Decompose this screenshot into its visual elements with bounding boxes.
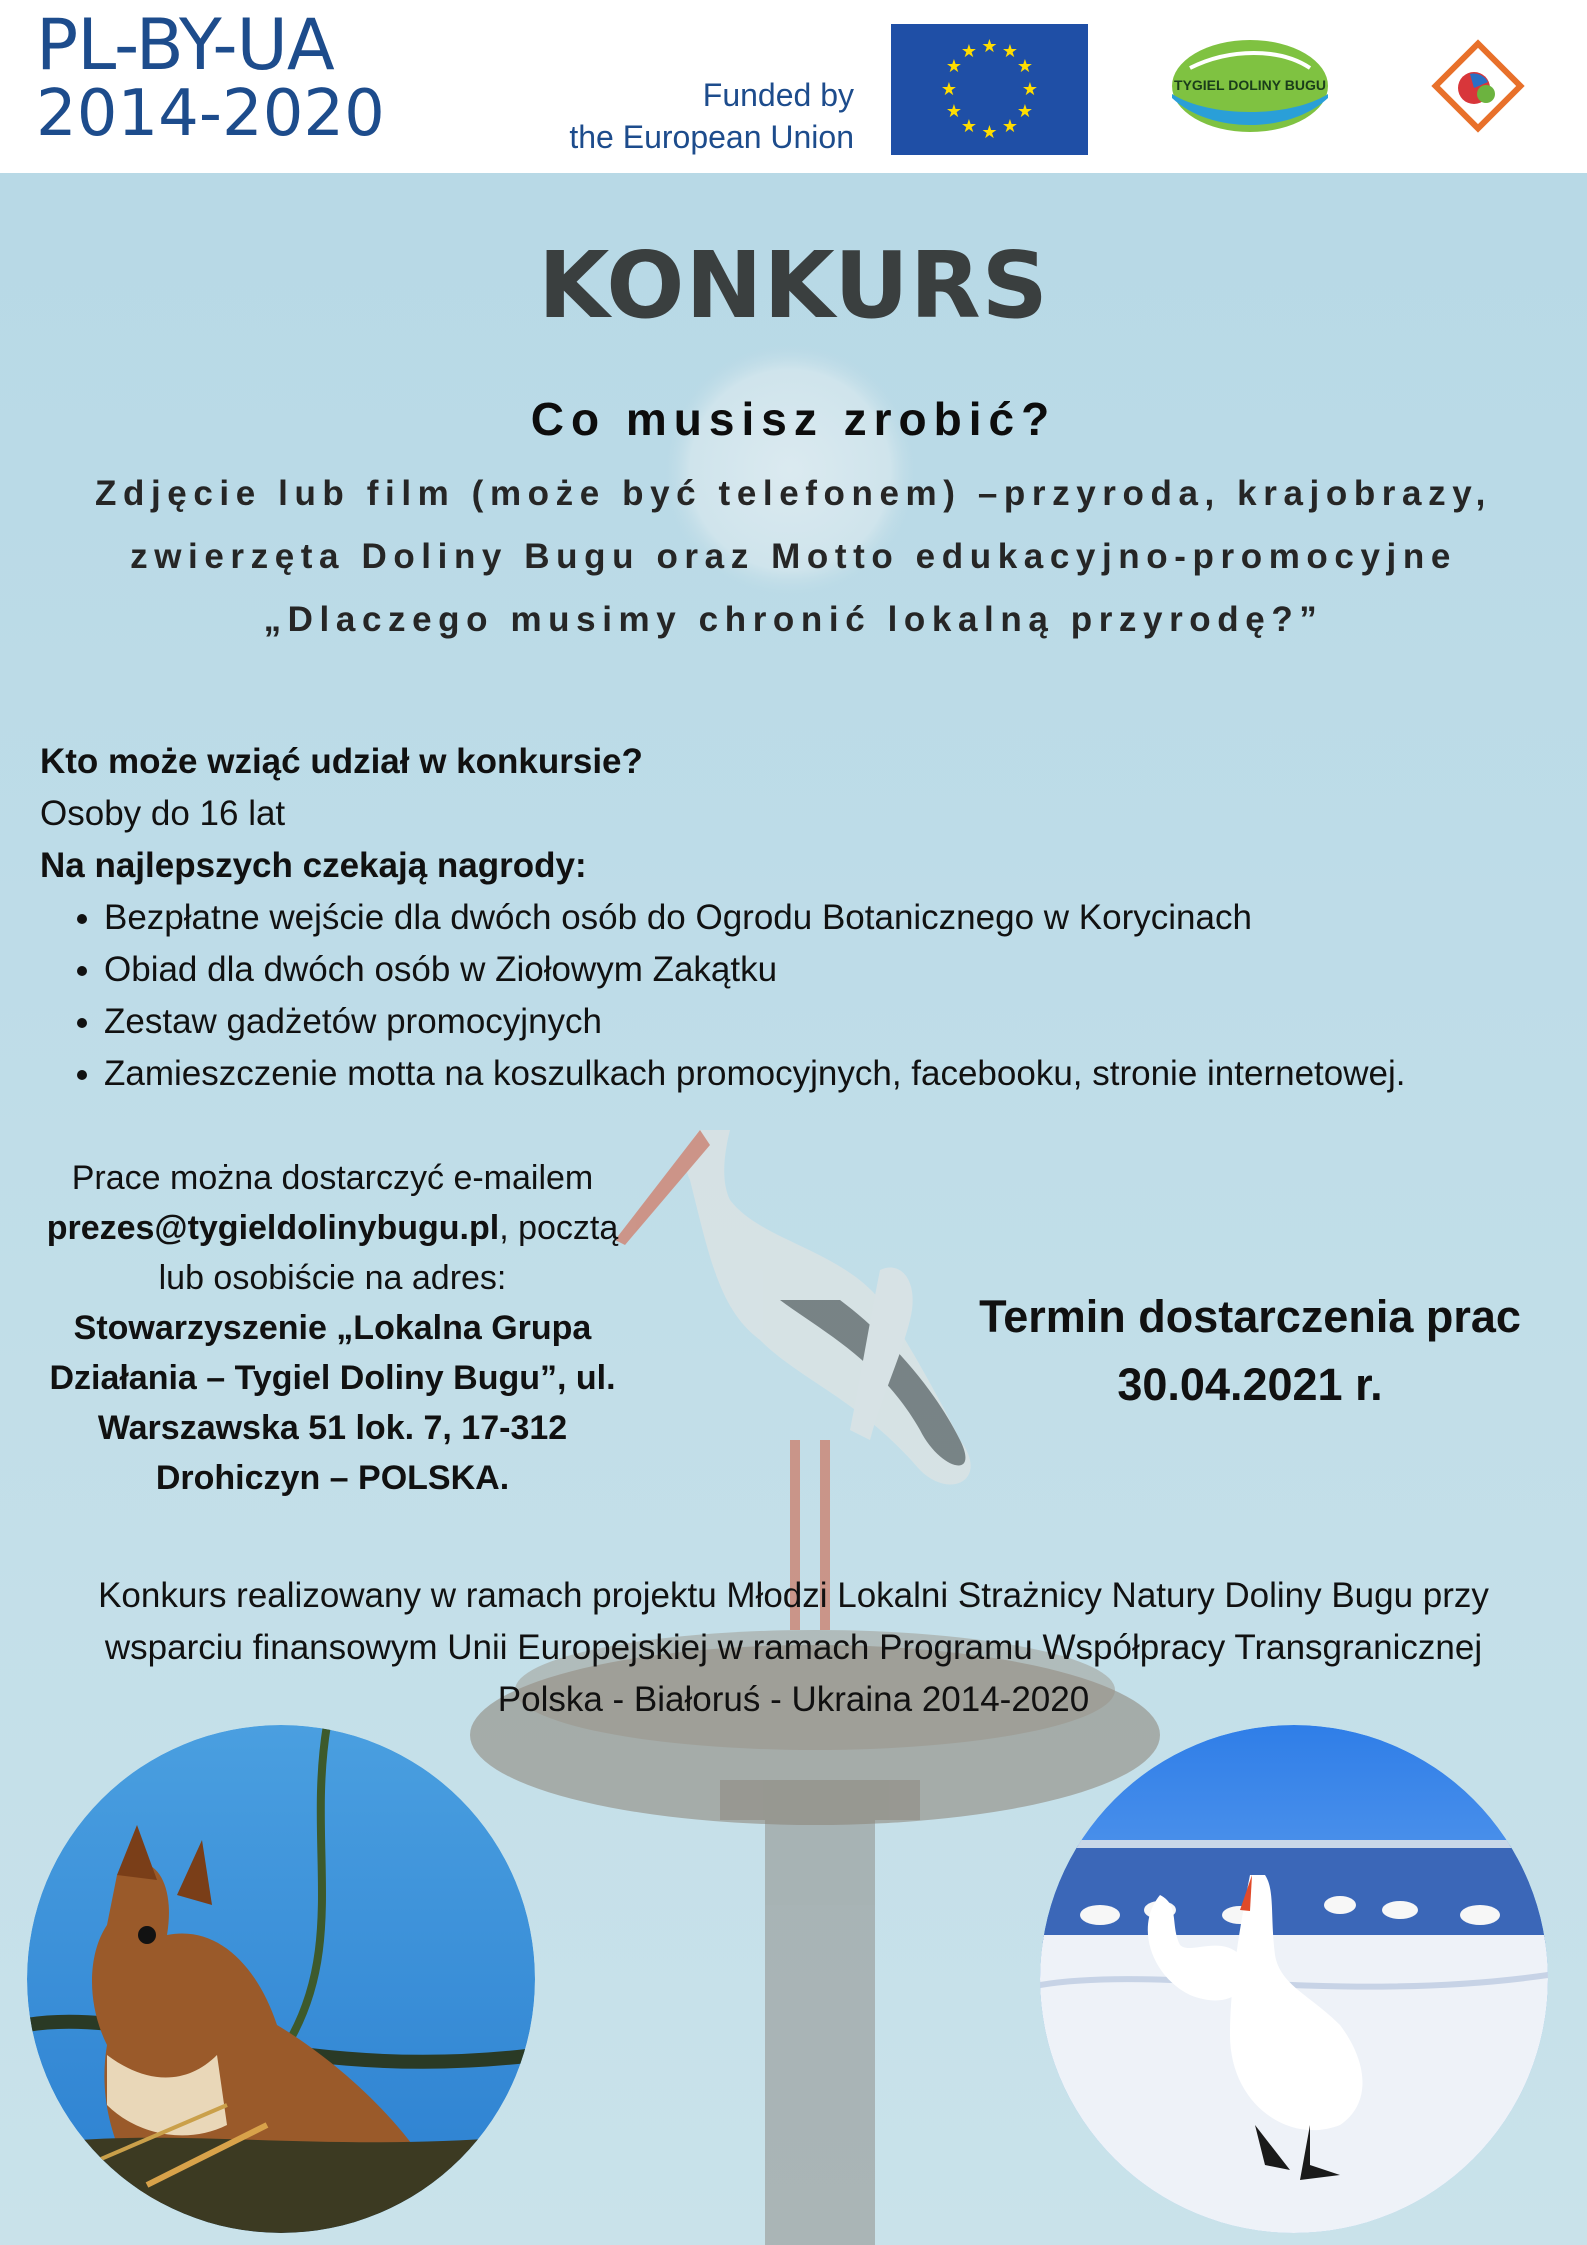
svg-text:★: ★: [940, 79, 958, 100]
svg-text:★: ★: [1001, 41, 1019, 62]
program-years: 2014-2020: [36, 77, 385, 151]
description-line: zwierzęta Doliny Bugu oraz Motto edukacyjno-promocyjne: [130, 537, 1457, 576]
prize-item: • Zestaw gadżetów promocyjnych: [104, 996, 1560, 1048]
contact-email-link[interactable]: prezes@tygieldolinybugu.pl: [46, 1209, 500, 1247]
eligibility-section: [40, 736, 1560, 1100]
delivery-intro: Prace można dostarczyć e-mailem: [71, 1159, 594, 1197]
task-description: [60, 462, 1527, 651]
prizes-heading: Na najlepszych czekają nagrody:: [40, 846, 587, 885]
prize-item: • Bezpłatne wejście dla dwóch osób do Ogrodu Botanicznego w Korycinach: [104, 892, 1560, 944]
footer-line: wsparciu finansowym Unii Europejskiej w ramach Programu Współpracy Transgranicznej: [104, 1628, 1483, 1667]
deadline-section: [940, 1283, 1560, 1419]
address-line: Warszawska 51 lok. 7, 17-312: [97, 1409, 568, 1447]
funded-line-2: the European Union: [569, 119, 854, 155]
prizes-list: [40, 892, 1560, 1100]
prize-item: • Obiad dla dwóch osób w Ziołowym Zakątku: [104, 944, 1560, 996]
svg-text:★: ★: [1001, 116, 1019, 137]
delivery-email-suffix: , pocztą: [499, 1209, 619, 1247]
eligibility-answer: Osoby do 16 lat: [40, 794, 286, 833]
svg-text:★: ★: [1016, 56, 1034, 77]
prize-item: • Zamieszczenie motta na koszulkach promocyjnych, facebooku, stronie internetowej.: [104, 1048, 1560, 1100]
squirrel-photo: [27, 1725, 535, 2233]
svg-text:★: ★: [1021, 79, 1039, 100]
eligibility-question: Kto może wziąć udział w konkursie?: [40, 742, 643, 781]
project-funding-note: [30, 1570, 1557, 1726]
delivery-address-intro: lub osobiście na adres:: [158, 1259, 507, 1297]
delivery-section: [20, 1153, 645, 1503]
svg-text:★: ★: [945, 101, 963, 122]
delivery-email-line: [20, 1203, 645, 1253]
address-line: Stowarzyszenie „Lokalna Grupa: [73, 1309, 592, 1347]
page-title: KONKURS: [538, 232, 1049, 339]
address-line: Drohiczyn – POLSKA.: [155, 1459, 510, 1497]
footer-line: Konkurs realizowany w ramach projektu Młodzi Lokalni Strażnicy Natury Doliny Bugu przy: [98, 1576, 1489, 1615]
svg-text:★: ★: [981, 122, 998, 143]
tygiel-logo-text: TYGIEL DOLINY BUGU: [1174, 77, 1326, 93]
svg-text:★: ★: [960, 116, 978, 137]
svg-text:★: ★: [945, 56, 963, 77]
deadline-date: 30.04.2021 r.: [1117, 1359, 1383, 1410]
description-line: Zdjęcie lub film (może być telefonem) –przyroda, krajobrazy,: [95, 474, 1492, 513]
svg-text:★: ★: [981, 36, 998, 57]
svg-text:★: ★: [960, 41, 978, 62]
program-name: PL-BY-UA: [36, 4, 334, 86]
funded-line-1: Funded by: [702, 77, 854, 113]
footer-line: Polska - Białoruś - Ukraina 2014-2020: [497, 1680, 1090, 1719]
deadline-label: Termin dostarczenia prac: [979, 1291, 1521, 1342]
svg-text:★: ★: [1016, 101, 1034, 122]
description-line: „Dlaczego musimy chronić lokalną przyrodę?”: [263, 600, 1324, 639]
address-line: Działania – Tygiel Doliny Bugu”, ul.: [49, 1359, 616, 1397]
swans-photo: [1040, 1725, 1548, 2233]
task-heading: Co musisz zrobić?: [530, 393, 1057, 445]
